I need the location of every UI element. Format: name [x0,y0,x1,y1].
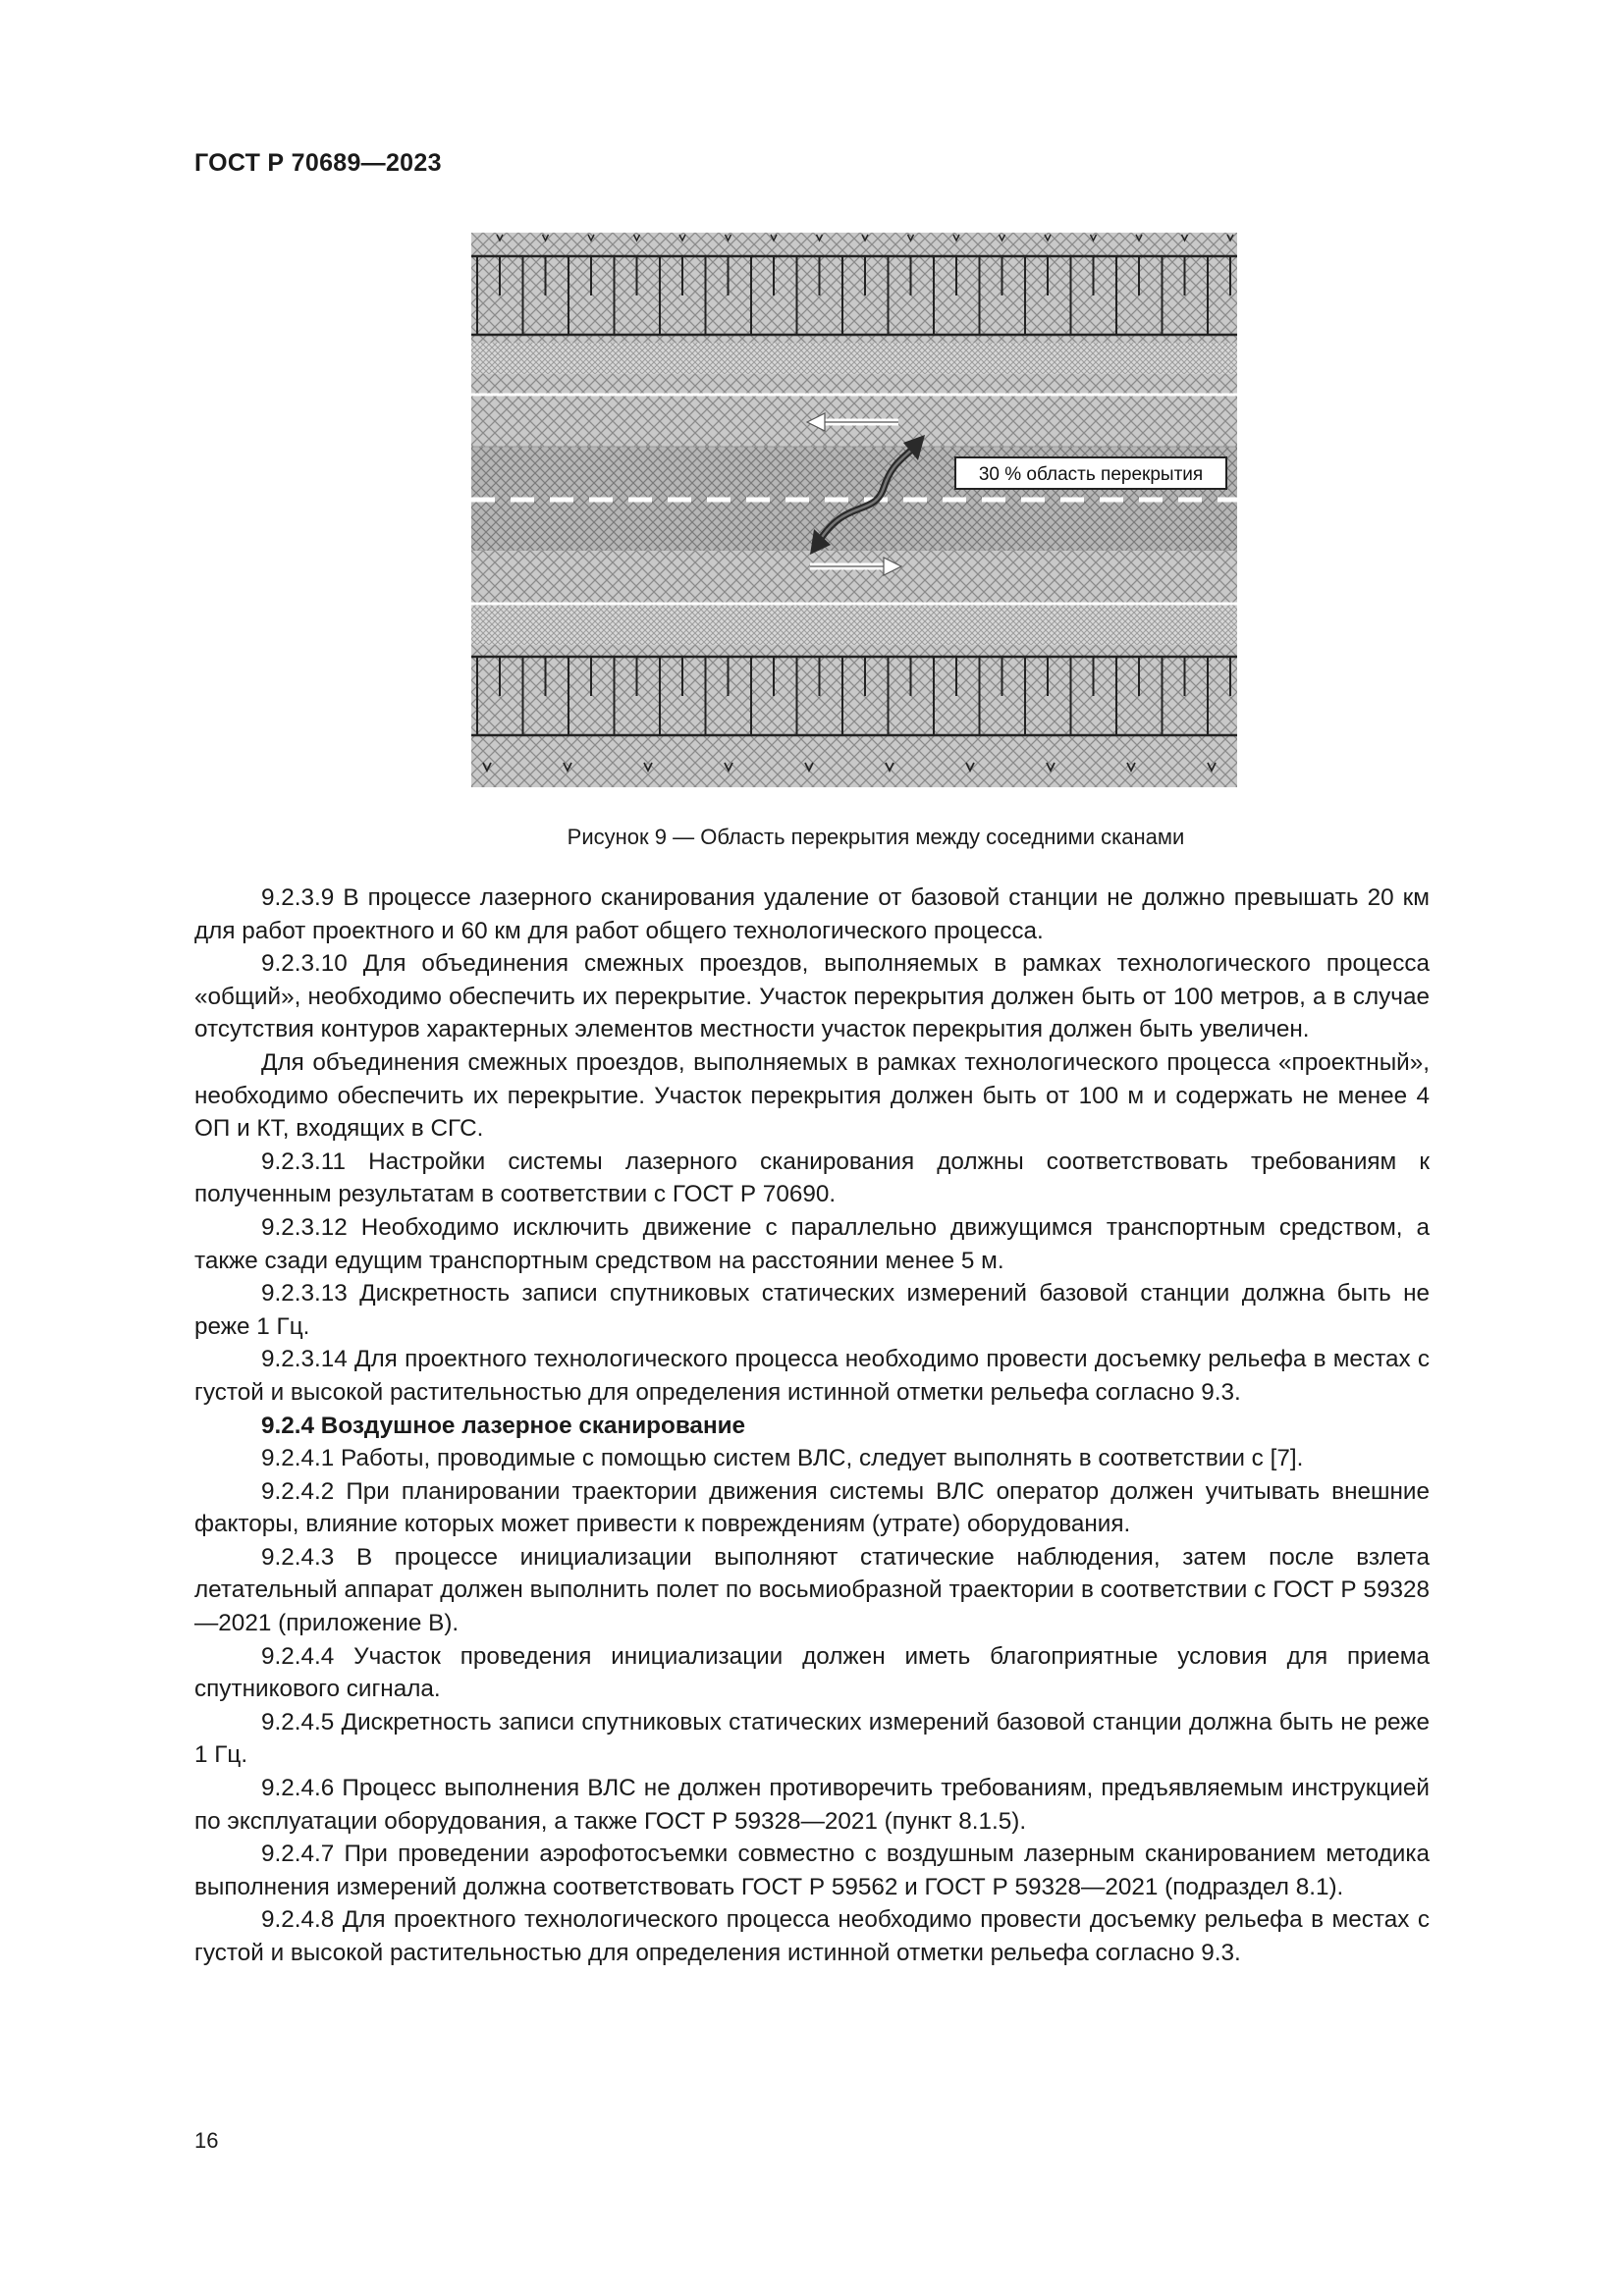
paragraph: 9.2.3.10 Для объединения смежных проездов, выполняемых в рамках технологического процесса «общий», необходимо обеспечить их перекрытие. Участок перекрытия должен быть от 100 метров, а в случае отсутствия контуров характерных элементов местности участок перекрытия должен быть увеличен. [194,950,1430,1043]
figure-caption: Рисунок 9 — Область перекрытия между соседними сканами [567,825,1185,849]
document-header: ГОСТ Р 70689—2023 [194,149,442,177]
figure-scan-overlap [471,233,1237,787]
top-scan-strip [471,233,1237,341]
paragraph: 9.2.4.7 При проведении аэрофотосъемки совместно с воздушным лазерным сканированием методика выполнения измерений должна соответствовать ГОСТ Р 59562 и ГОСТ Р 59328—2021 (подраздел 8.1). [194,1841,1430,1900]
paragraph: 9.2.3.9 В процессе лазерного сканирования удаление от базовой станции не должно превышать 20 км для работ проектного и 60 км для работ общего технологического процесса. [194,884,1430,944]
paragraph: 9.2.4.5 Дискретность записи спутниковых статических измерений базовой станции должна быть не реже 1 Гц. [194,1708,1430,1769]
paragraph: Для объединения смежных проездов, выполняемых в рамках технологического процесса «проектный», необходимо обеспечить их перекрытие. Участок перекрытия должен быть от 100 м и содержать не менее 4 ОП и КТ, входящих в СГС. [194,1048,1430,1143]
paragraph: 9.2.4.4 Участок проведения инициализации должен иметь благоприятные условия для приема спутникового сигнала. [194,1642,1430,1703]
paragraph: 9.2.3.13 Дискретность записи спутниковых статических измерений базовой станции должна быть не реже 1 Гц. [194,1280,1430,1340]
paragraph: 9.2.3.12 Необходимо исключить движение с параллельно движущимся транспортным средством, а также сзади едущим транспортным средством на расстоянии менее 5 м. [194,1213,1430,1274]
paragraph: 9.2.4.8 Для проектного технологического процесса необходимо провести досъемку рельефа в местах с густой и высокой растительностью для определения истинной отметки рельефа согласно 9.3. [194,1906,1430,1966]
section-heading: 9.2.4 Воздушное лазерное сканирование [261,1412,746,1439]
bottom-scan-strip [471,645,1237,787]
lower-lane [471,551,1237,602]
overlap-label-text: 30 % область перекрытия [978,464,1204,485]
bottom-fine-band [471,606,1237,645]
paragraph: 9.2.4.3 В процессе инициализации выполняют статические наблюдения, затем после взлета летательный аппарат должен выполнить полет по восьмиобразной траектории в соответствии с ГОСТ Р 59328—2021 (приложение В). [194,1543,1430,1637]
overlap-label-box [955,457,1226,489]
top-fine-band [471,343,1237,374]
paragraph: 9.2.4.2 При планировании траектории движения системы ВЛС оператор должен учитывать внешние факторы, влияние которых может привести к повреждениям (утрате) оборудования. [194,1477,1430,1538]
page-number: 16 [194,2128,219,2153]
paragraph: 9.2.4.6 Процесс выполнения ВЛС не должен противоречить требованиям, предъявляемым инструкцией по эксплуатации оборудования, а также ГОСТ Р 59328—2021 (пункт 8.1.5). [194,1775,1430,1835]
body-text [194,881,1430,1970]
paragraph: 9.2.3.14 Для проектного технологического процесса необходимо провести досъемку рельефа в местах с густой и высокой растительностью для определения истинной отметки рельефа согласно 9.3. [194,1346,1430,1406]
scan-overlap-diagram [471,233,1237,787]
paragraph: 9.2.3.11 Настройки системы лазерного сканирования должны соответствовать требованиям к полученным результатам в соответствии с ГОСТ Р 70690. [194,1148,1430,1208]
paragraph: 9.2.4.1 Работы, проводимые с помощью систем ВЛС, следует выполнять в соответствии с [7]. [261,1445,1304,1472]
